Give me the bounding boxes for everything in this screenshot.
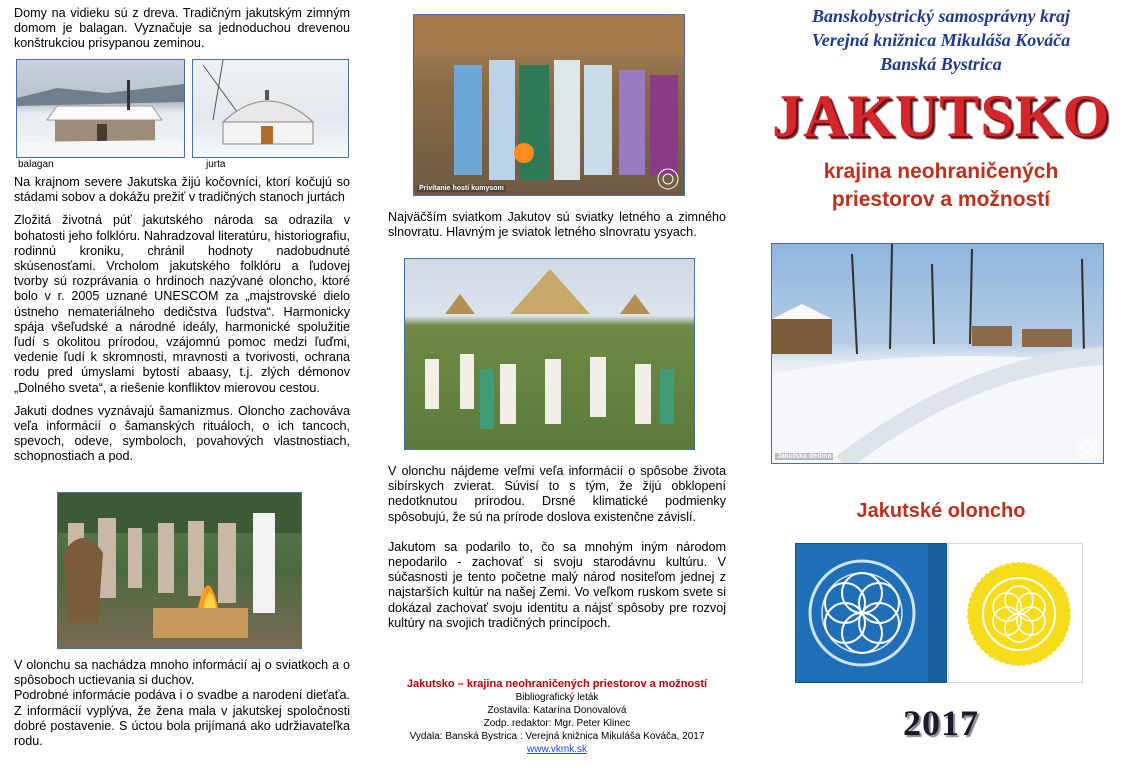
welcome-illustration	[414, 15, 684, 195]
caption-village: Jakutská dedina	[777, 453, 832, 460]
column-left-lower	[14, 175, 350, 465]
column-middle-lower	[388, 464, 726, 631]
book-cover-yellow	[948, 543, 1083, 683]
photo-kumys-welcome	[413, 14, 685, 196]
credits-editor: Zodp. redaktor: Mgr. Peter Klinec	[483, 718, 631, 729]
caption-balagan: balagan	[18, 159, 54, 170]
credits-block	[388, 678, 726, 756]
paragraph-culture: Jakutom sa podarilo to, čo sa mnohým iným národom nepodarilo - zachovať si svoju starodávnu kultúru. V súčasnosti je tento početne malý národ nositeľom jednej z najstarších kultúr na našej Zemi. Vo veľkom ruskom svete si dokázal zachovať svoju identitu a nájsť spôsoby pre rozvoj kultúry na svojich tradičných princípoch.	[388, 539, 726, 630]
credits-publisher: Vydala: Banská Bystrica : Verejná knižnica Mikuláša Kováča, 2017	[409, 731, 705, 742]
org-line-library: Verejná knižnica Mikuláša Kováča	[811, 30, 1071, 50]
rosette-icon	[656, 167, 680, 191]
paragraph-nomads: Na krajnom severe Jakutska žijú kočovníci, ktorí kočujú so stádami sobov a dokážu prežiť v tradičných stanoch jurtách	[14, 175, 350, 205]
oloncho-heading: Jakutské oloncho	[856, 500, 1026, 522]
photo-jurta	[192, 59, 349, 158]
subtitle-line1: krajina neohraničených	[823, 160, 1059, 183]
festival-illustration	[405, 259, 694, 449]
publisher-header	[760, 4, 1122, 76]
caption-jurta: jurta	[206, 159, 226, 170]
yellow-ornament-icon	[949, 544, 1082, 682]
paragraph-holidays: V olonchu sa nachádza mnoho informácií aj o sviatkoch a o spôsoboch uctievania si duchov.	[14, 658, 350, 688]
subtitle	[760, 158, 1122, 214]
paragraph-animals: V olonchu nájdeme veľmi veľa informácií o spôsobe života sibírskych zvierat. Súvisí to s tým, že žijú obklopení nedotknutou prírodou. Drsné klimatické podmienky spôsobujú, že sú na prírode doslova existenčne závislí.	[388, 464, 726, 524]
org-line-city: Banská Bystrica	[880, 54, 1002, 74]
blue-ornament-icon	[796, 544, 928, 682]
balagan-illustration	[17, 60, 184, 157]
paragraph-shamanism: Jakuti dodnes vyznávajú šamanizmus. Oloncho zachováva veľa informácií o šamanských rituáloch, o ich tancoch, spevoch, odeve, symboloch, povahových vlastnostiach, schopnostiach a pod.	[14, 403, 350, 464]
credits-title: Jakutsko – krajina neohraničených priestorov a možností	[406, 678, 708, 690]
photo-shaman-ritual	[57, 492, 302, 649]
org-line-region: Banskobystrický samosprávny kraj	[811, 6, 1070, 26]
jurta-illustration	[193, 60, 348, 157]
ritual-illustration	[58, 493, 301, 648]
column-left	[14, 6, 350, 52]
rosette-icon	[1075, 435, 1099, 459]
column-middle	[388, 210, 726, 240]
paragraph-houses: Domy na vidieku sú z dreva. Tradičným jakutským zimným domom je balagan. Vyznačuje sa jednoduchou drevenou konštrukciou prisypanou zeminou.	[14, 6, 350, 51]
caption-kumys: Privítanie hostí kumysom	[419, 185, 504, 192]
page-title: JAKUTSKO	[771, 83, 1111, 149]
photo-ysyach-festival	[404, 258, 695, 450]
credits-compiler: Zostavila: Katarína Donovalová	[487, 705, 627, 716]
credits-type: Bibliografický leták	[515, 692, 599, 703]
paragraph-family: Podrobné informácie podáva i o svadbe a narodení dieťaťa. Z informácií vyplýva, že žena mala v jakutskej spoločnosti dobré postavenie. S úctou bola prijímaná ako udržiavateľka rodu.	[14, 688, 350, 749]
photo-balagan	[16, 59, 185, 158]
subtitle-line2: priestorov a možností	[831, 188, 1051, 211]
book-cover-blue	[795, 543, 947, 683]
paragraph-ysyach: Najväčším sviatkom Jakutov sú sviatky letného a zimného slnovratu. Hlavným je sviatok letného slnovratu ysyach.	[388, 210, 726, 240]
website-link[interactable]: www.vkmk.sk	[527, 744, 587, 755]
publication-year: 2017	[903, 703, 979, 743]
village-illustration	[772, 244, 1103, 463]
column-left-bottom	[14, 658, 350, 749]
paragraph-folklore: Zložitá životná púť jakutského národa sa odrazila v bohatosti jeho folklóru. Nahradzoval literatúru, historiografiu, rodinnú kroniku, chránil hodnoty nadobudnuté skúsenosťami. Vrcholom jakutského folklóru a ľudovej tvorby sú rozprávania o hrdinoch nazývané oloncho, ktoré bolo v r. 2005 uznané UNESCOM za „majstrovské dielo ústneho nemateriálneho dedičstva ľudstva“. Harmonicky spája všeľudské a národné ideály, harmonické spolužitie ľudí s okolitou prírodou, vzájomnú pomoc medzi ľuďmi, vedenie ľudí k skromnosti, mravnosti a tvorivosti, ochrana rodu pred úmyslami bytostí abaasy, t.j. zlých démonov „Dolného sveta“, a riešenie konfliktov mierovou cestou.	[14, 213, 350, 395]
photo-village	[771, 243, 1104, 464]
